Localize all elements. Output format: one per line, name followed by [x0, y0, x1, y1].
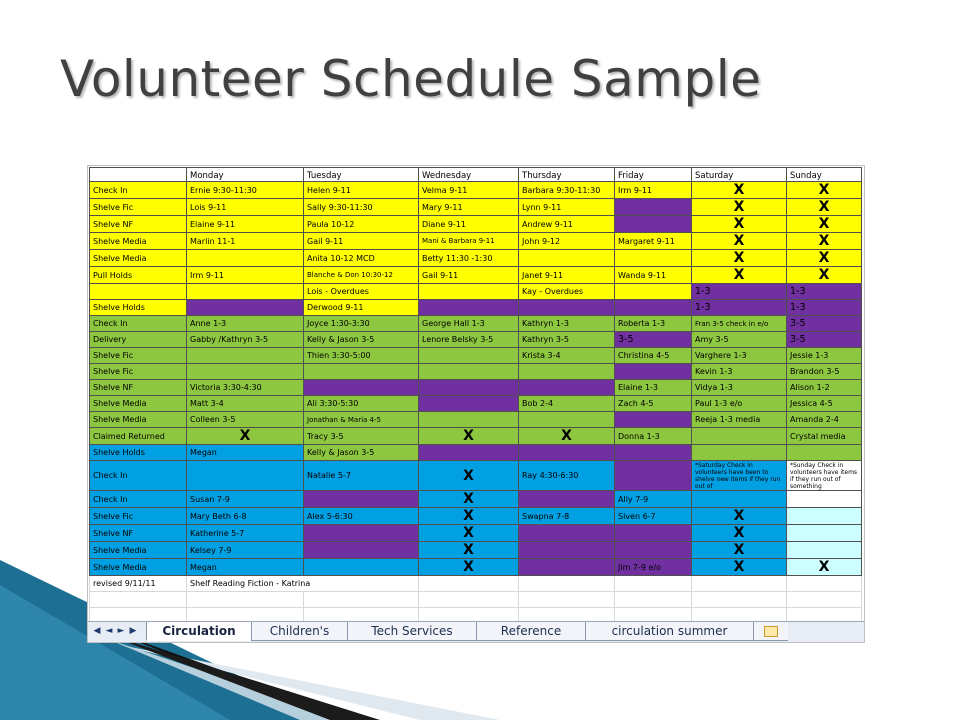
- schedule-row: [90, 396, 862, 412]
- shift-cell[interactable]: X: [419, 508, 519, 525]
- header-cell[interactable]: Wednesday: [419, 168, 519, 182]
- insert-sheet-button[interactable]: [753, 622, 788, 641]
- shift-cell[interactable]: Swapna 7-8: [519, 508, 615, 525]
- shift-cell[interactable]: [419, 364, 519, 380]
- shift-cell[interactable]: Blanche & Don 10:30-12: [304, 267, 419, 284]
- shift-cell[interactable]: [519, 412, 615, 428]
- footer-row: [90, 576, 862, 592]
- shift-cell[interactable]: Wanda 9-11: [615, 267, 692, 284]
- shift-cell[interactable]: [419, 412, 519, 428]
- tab-circulation-summer[interactable]: circulation summer: [585, 622, 753, 641]
- schedule-row: [90, 491, 862, 508]
- task-label-cell[interactable]: Shelve Media: [90, 542, 187, 559]
- shift-cell[interactable]: Alison 1-2: [787, 380, 862, 396]
- shift-cell[interactable]: [519, 380, 615, 396]
- shift-cell[interactable]: 1-3: [692, 300, 787, 316]
- task-label-cell[interactable]: Pull Holds: [90, 267, 187, 284]
- shift-cell[interactable]: [419, 284, 519, 300]
- header-cell[interactable]: Tuesday: [304, 168, 419, 182]
- shift-cell[interactable]: X: [787, 559, 862, 576]
- grid-cell[interactable]: [90, 592, 187, 608]
- shift-cell[interactable]: Jim 7-9 e/o: [615, 559, 692, 576]
- shift-cell[interactable]: 3-5: [787, 332, 862, 348]
- shift-cell[interactable]: [787, 542, 862, 559]
- insert-sheet-icon: [764, 626, 778, 637]
- shift-cell[interactable]: George Hall 1-3: [419, 316, 519, 332]
- shift-cell[interactable]: [519, 300, 615, 316]
- task-label-cell[interactable]: Shelve Holds: [90, 300, 187, 316]
- grid-cell[interactable]: [419, 592, 519, 608]
- shift-cell[interactable]: 1-3: [787, 300, 862, 316]
- shift-cell[interactable]: X: [787, 267, 862, 284]
- shift-cell[interactable]: Kelly & Jason 3-5: [304, 332, 419, 348]
- grid-cell[interactable]: [304, 592, 419, 608]
- shift-cell[interactable]: Joyce 1:30-3:30: [304, 316, 419, 332]
- shift-cell[interactable]: [519, 250, 615, 267]
- shift-cell[interactable]: *Sunday Check in volunteers have items if they run out of something: [787, 461, 862, 491]
- task-label-cell[interactable]: Shelve Fic: [90, 508, 187, 525]
- shift-cell[interactable]: Mary 9-11: [419, 199, 519, 216]
- shift-cell[interactable]: 3-5: [615, 332, 692, 348]
- tab-circulation[interactable]: Circulation: [146, 622, 251, 641]
- task-label-cell[interactable]: Check In: [90, 316, 187, 332]
- task-label-cell[interactable]: Delivery: [90, 332, 187, 348]
- spreadsheet-window: [87, 165, 865, 643]
- shift-cell[interactable]: [787, 525, 862, 542]
- shift-cell[interactable]: Thien 3:30-5:00: [304, 348, 419, 364]
- shift-cell[interactable]: [187, 284, 304, 300]
- shift-cell[interactable]: Brandon 3-5: [787, 364, 862, 380]
- shift-cell[interactable]: *Saturday Check in volunteers have been to shelve new items if they run out of: [692, 461, 787, 491]
- shift-cell[interactable]: Crystal media: [787, 428, 862, 445]
- revised-date-cell[interactable]: revised 9/11/11: [90, 576, 187, 592]
- task-label-cell[interactable]: Shelve NF: [90, 216, 187, 233]
- grid-cell[interactable]: [187, 592, 304, 608]
- shift-cell[interactable]: Gabby /Kathryn 3-5: [187, 332, 304, 348]
- shift-cell[interactable]: Jessica 4-5: [787, 396, 862, 412]
- shift-cell[interactable]: Janet 9-11: [519, 267, 615, 284]
- shift-cell[interactable]: Zach 4-5: [615, 396, 692, 412]
- shift-cell[interactable]: X: [692, 250, 787, 267]
- shift-cell[interactable]: Derwood 9-11: [304, 300, 419, 316]
- task-label-cell[interactable]: Check In: [90, 461, 187, 491]
- shift-cell[interactable]: Ali 3:30-5:30: [304, 396, 419, 412]
- task-label-cell[interactable]: Shelve NF: [90, 380, 187, 396]
- shift-cell[interactable]: Megan: [187, 559, 304, 576]
- shift-cell[interactable]: Bob 2-4: [519, 396, 615, 412]
- shift-cell[interactable]: Amanda 2-4: [787, 412, 862, 428]
- shift-cell[interactable]: X: [692, 508, 787, 525]
- shift-cell[interactable]: [787, 508, 862, 525]
- shift-cell[interactable]: [615, 445, 692, 461]
- header-row: [90, 168, 862, 182]
- shift-cell[interactable]: Margaret 9-11: [615, 233, 692, 250]
- shift-cell[interactable]: Kay - Overdues: [519, 284, 615, 300]
- prev-sheet-icon[interactable]: ◄: [105, 626, 113, 636]
- schedule-row: [90, 300, 862, 316]
- shift-cell[interactable]: Kathryn 1-3: [519, 316, 615, 332]
- shift-cell[interactable]: [419, 396, 519, 412]
- shift-cell[interactable]: X: [692, 199, 787, 216]
- next-sheet-icon[interactable]: ►: [117, 626, 125, 636]
- shift-cell[interactable]: Lois 9-11: [187, 199, 304, 216]
- shift-cell[interactable]: [519, 491, 615, 508]
- header-cell[interactable]: Saturday: [692, 168, 787, 182]
- shift-cell[interactable]: [615, 525, 692, 542]
- shift-cell[interactable]: X: [692, 182, 787, 199]
- shift-cell[interactable]: [304, 364, 419, 380]
- shift-cell[interactable]: [615, 542, 692, 559]
- shift-cell[interactable]: [187, 348, 304, 364]
- shift-cell[interactable]: Lois - Overdues: [304, 284, 419, 300]
- task-label-cell[interactable]: Claimed Returned: [90, 428, 187, 445]
- shift-cell[interactable]: [692, 491, 787, 508]
- shift-cell[interactable]: X: [787, 250, 862, 267]
- last-sheet-icon[interactable]: ▶: [129, 626, 137, 636]
- shift-cell[interactable]: [519, 559, 615, 576]
- schedule-row: [90, 348, 862, 364]
- shift-cell[interactable]: X: [519, 428, 615, 445]
- header-cell[interactable]: Thursday: [519, 168, 615, 182]
- shift-cell[interactable]: [692, 428, 787, 445]
- shift-cell[interactable]: Natalie 5-7: [304, 461, 419, 491]
- shift-cell[interactable]: Velma 9-11: [419, 182, 519, 199]
- shift-cell[interactable]: Gail 9-11: [419, 267, 519, 284]
- shift-cell[interactable]: X: [419, 542, 519, 559]
- shift-cell[interactable]: [419, 380, 519, 396]
- shift-cell[interactable]: X: [419, 525, 519, 542]
- shift-cell[interactable]: [615, 364, 692, 380]
- shift-cell[interactable]: [304, 559, 419, 576]
- shift-cell[interactable]: X: [419, 559, 519, 576]
- schedule-row: [90, 267, 862, 284]
- shift-cell[interactable]: John 9-12: [519, 233, 615, 250]
- tab-reference[interactable]: Reference: [476, 622, 585, 641]
- schedule-row: [90, 332, 862, 348]
- shift-cell[interactable]: Jonathan & Maria 4-5: [304, 412, 419, 428]
- sheet-tab-bar: [88, 621, 864, 642]
- grid-cell[interactable]: [519, 576, 615, 592]
- schedule-row: [90, 284, 862, 300]
- shift-cell[interactable]: Andrew 9-11: [519, 216, 615, 233]
- schedule-row: [90, 199, 862, 216]
- schedule-row: [90, 380, 862, 396]
- shift-cell[interactable]: X: [692, 267, 787, 284]
- shift-cell[interactable]: Amy 3-5: [692, 332, 787, 348]
- schedule-row: [90, 525, 862, 542]
- shift-cell[interactable]: 1-3: [787, 284, 862, 300]
- task-label-cell[interactable]: Shelve Media: [90, 412, 187, 428]
- shift-cell[interactable]: [419, 445, 519, 461]
- shift-cell[interactable]: Ally 7-9: [615, 491, 692, 508]
- grid-cell[interactable]: [692, 592, 787, 608]
- shift-cell[interactable]: X: [419, 461, 519, 491]
- shift-cell[interactable]: [304, 491, 419, 508]
- shift-cell[interactable]: Anne 1-3: [187, 316, 304, 332]
- shift-cell[interactable]: 3-5: [787, 316, 862, 332]
- shift-cell[interactable]: Victoria 3:30-4:30: [187, 380, 304, 396]
- shift-cell[interactable]: [615, 412, 692, 428]
- schedule-row: [90, 428, 862, 445]
- shift-cell[interactable]: Colleen 3-5: [187, 412, 304, 428]
- schedule-row: [90, 412, 862, 428]
- shift-cell[interactable]: Lenore Belsky 3-5: [419, 332, 519, 348]
- grid-cell[interactable]: [519, 592, 615, 608]
- shift-cell[interactable]: [787, 491, 862, 508]
- task-label-cell[interactable]: [90, 284, 187, 300]
- shift-cell[interactable]: [187, 364, 304, 380]
- grid-cell[interactable]: [787, 576, 862, 592]
- first-sheet-icon[interactable]: ◀: [93, 626, 101, 636]
- shift-cell[interactable]: Reeja 1-3 media: [692, 412, 787, 428]
- shift-cell[interactable]: Ray 4:30-6:30: [519, 461, 615, 491]
- shift-cell[interactable]: X: [692, 525, 787, 542]
- shift-cell[interactable]: X: [692, 559, 787, 576]
- shift-cell[interactable]: Fran 3-5 check in e/o: [692, 316, 787, 332]
- grid-cell[interactable]: [615, 592, 692, 608]
- shift-cell[interactable]: Katherine 5-7: [187, 525, 304, 542]
- shift-cell[interactable]: [304, 380, 419, 396]
- schedule-row: [90, 559, 862, 576]
- shift-cell[interactable]: X: [692, 233, 787, 250]
- shift-cell[interactable]: Gail 9-11: [304, 233, 419, 250]
- task-label-cell[interactable]: Shelve Fic: [90, 348, 187, 364]
- shift-cell[interactable]: Kathryn 3-5: [519, 332, 615, 348]
- shift-cell[interactable]: 1-3: [692, 284, 787, 300]
- shift-cell[interactable]: [615, 300, 692, 316]
- shift-cell[interactable]: Helen 9-11: [304, 182, 419, 199]
- schedule-row: [90, 461, 862, 491]
- shift-cell[interactable]: Irm 9-11: [615, 182, 692, 199]
- shift-cell[interactable]: Mani & Barbara 9-11: [419, 233, 519, 250]
- shift-cell[interactable]: [519, 364, 615, 380]
- task-label-cell[interactable]: Check In: [90, 491, 187, 508]
- shift-cell[interactable]: [519, 525, 615, 542]
- shift-cell[interactable]: Kelly & Jason 3-5: [304, 445, 419, 461]
- shift-cell[interactable]: X: [787, 182, 862, 199]
- shift-cell[interactable]: [692, 445, 787, 461]
- shift-cell[interactable]: Betty 11:30 -1:30: [419, 250, 519, 267]
- header-cell[interactable]: Friday: [615, 168, 692, 182]
- schedule-row: [90, 542, 862, 559]
- shift-cell[interactable]: Krista 3-4: [519, 348, 615, 364]
- shift-cell[interactable]: X: [692, 216, 787, 233]
- shift-cell[interactable]: Paula 10-12: [304, 216, 419, 233]
- shift-cell[interactable]: X: [187, 428, 304, 445]
- task-label-cell[interactable]: Shelve Fic: [90, 364, 187, 380]
- shift-cell[interactable]: X: [419, 491, 519, 508]
- slide-title: Volunteer Schedule Sample: [60, 50, 762, 108]
- shift-cell[interactable]: [787, 445, 862, 461]
- shift-cell[interactable]: [304, 525, 419, 542]
- shift-cell[interactable]: [304, 542, 419, 559]
- header-cell[interactable]: Monday: [187, 168, 304, 182]
- shift-cell[interactable]: Donna 1-3: [615, 428, 692, 445]
- schedule-row: [90, 508, 862, 525]
- shift-cell[interactable]: Jessie 1-3: [787, 348, 862, 364]
- shift-cell[interactable]: [419, 300, 519, 316]
- shift-cell[interactable]: Roberta 1-3: [615, 316, 692, 332]
- shift-cell[interactable]: Paul 1-3 e/o: [692, 396, 787, 412]
- shift-cell[interactable]: [187, 300, 304, 316]
- shift-cell[interactable]: [615, 284, 692, 300]
- tab-childrens[interactable]: Children's: [251, 622, 347, 641]
- shift-cell[interactable]: Megan: [187, 445, 304, 461]
- shift-cell[interactable]: [187, 461, 304, 491]
- header-cell[interactable]: [90, 168, 187, 182]
- task-label-cell[interactable]: Shelve Media: [90, 250, 187, 267]
- task-label-cell[interactable]: Shelve Holds: [90, 445, 187, 461]
- shift-cell[interactable]: Alex 5-6:30: [304, 508, 419, 525]
- shift-cell[interactable]: Siven 6-7: [615, 508, 692, 525]
- grid-cell[interactable]: [692, 576, 787, 592]
- grid-cell[interactable]: [419, 576, 519, 592]
- shift-cell[interactable]: Irm 9-11: [187, 267, 304, 284]
- shift-cell[interactable]: Susan 7-9: [187, 491, 304, 508]
- grid-cell[interactable]: [787, 592, 862, 608]
- shift-cell[interactable]: X: [692, 542, 787, 559]
- task-label-cell[interactable]: Shelve Media: [90, 233, 187, 250]
- shelf-reading-cell[interactable]: Shelf Reading Fiction - Katrina: [187, 576, 419, 592]
- shift-cell[interactable]: Christina 4-5: [615, 348, 692, 364]
- shift-cell[interactable]: Elaine 9-11: [187, 216, 304, 233]
- schedule-row: [90, 364, 862, 380]
- shift-cell[interactable]: Matt 3-4: [187, 396, 304, 412]
- schedule-row: [90, 182, 862, 199]
- shift-cell[interactable]: Ernie 9:30-11:30: [187, 182, 304, 199]
- task-label-cell[interactable]: Shelve Media: [90, 396, 187, 412]
- shift-cell[interactable]: Barbara 9:30-11:30: [519, 182, 615, 199]
- shift-cell[interactable]: Kevin 1-3: [692, 364, 787, 380]
- shift-cell[interactable]: Diane 9-11: [419, 216, 519, 233]
- task-label-cell[interactable]: Shelve Fic: [90, 199, 187, 216]
- shift-cell[interactable]: X: [419, 428, 519, 445]
- shift-cell[interactable]: Vidya 1-3: [692, 380, 787, 396]
- shift-cell[interactable]: [419, 348, 519, 364]
- shift-cell[interactable]: Mary Beth 6-8: [187, 508, 304, 525]
- shift-cell[interactable]: Marlin 11-1: [187, 233, 304, 250]
- shift-cell[interactable]: X: [787, 233, 862, 250]
- empty-row: [90, 592, 862, 608]
- shift-cell[interactable]: [615, 461, 692, 491]
- header-cell[interactable]: Sunday: [787, 168, 862, 182]
- shift-cell[interactable]: X: [787, 199, 862, 216]
- schedule-row: [90, 216, 862, 233]
- shift-cell[interactable]: Anita 10-12 MCD: [304, 250, 419, 267]
- shift-cell[interactable]: Lynn 9-11: [519, 199, 615, 216]
- shift-cell[interactable]: X: [787, 216, 862, 233]
- tab-tech-services[interactable]: Tech Services: [347, 622, 476, 641]
- task-label-cell[interactable]: Shelve NF: [90, 525, 187, 542]
- task-label-cell[interactable]: Shelve Media: [90, 559, 187, 576]
- shift-cell[interactable]: [615, 199, 692, 216]
- schedule-row: [90, 233, 862, 250]
- shift-cell[interactable]: Varghere 1-3: [692, 348, 787, 364]
- grid-cell[interactable]: [615, 576, 692, 592]
- shift-cell[interactable]: Sally 9:30-11:30: [304, 199, 419, 216]
- schedule-row: [90, 445, 862, 461]
- task-label-cell[interactable]: Check In: [90, 182, 187, 199]
- shift-cell[interactable]: [519, 445, 615, 461]
- shift-cell[interactable]: Elaine 1-3: [615, 380, 692, 396]
- schedule-row: [90, 316, 862, 332]
- schedule-row: [90, 250, 862, 267]
- shift-cell[interactable]: [615, 216, 692, 233]
- schedule-grid: [89, 167, 862, 624]
- shift-cell[interactable]: Tracy 3-5: [304, 428, 419, 445]
- shift-cell[interactable]: [187, 250, 304, 267]
- shift-cell[interactable]: Kelsey 7-9: [187, 542, 304, 559]
- shift-cell[interactable]: [519, 542, 615, 559]
- shift-cell[interactable]: [615, 250, 692, 267]
